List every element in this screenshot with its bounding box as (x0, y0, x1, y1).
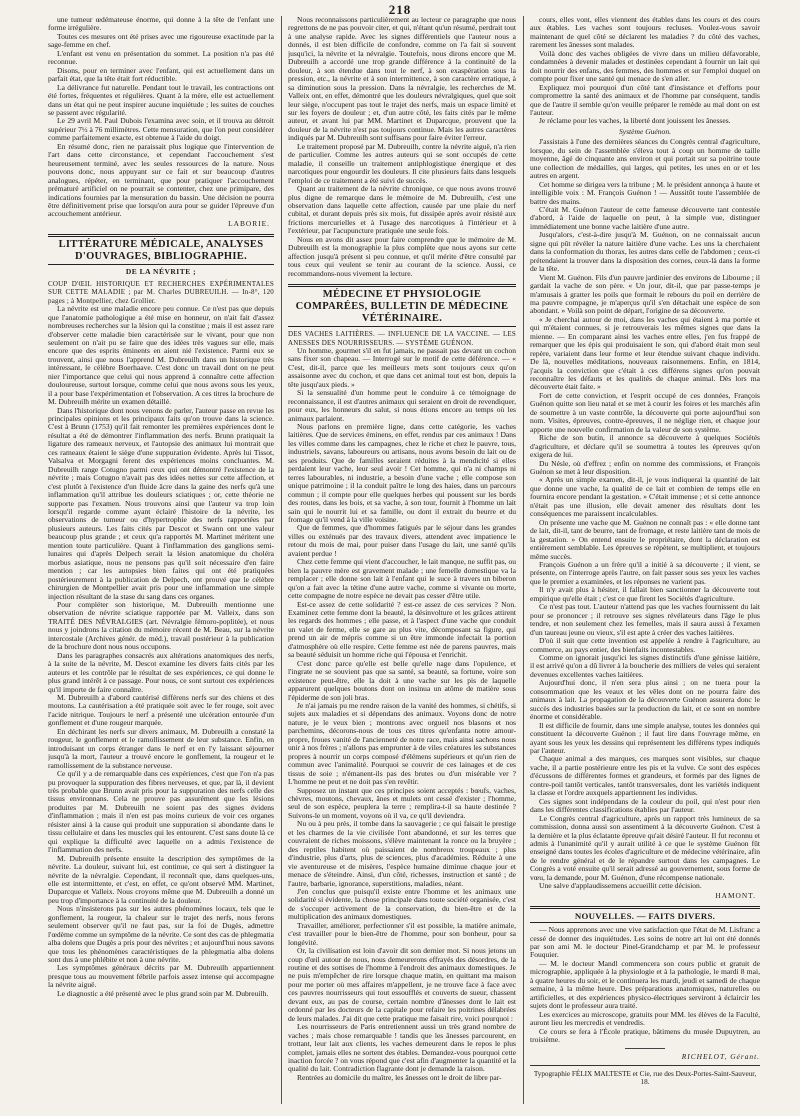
paragraph: La névrite est une maladie encore peu connue. Ce n'est pas que depuis que l'anatomie pathologique a été mise en honneur, on n'ait fait d'assez nombreuses recherches sur la lésion qui la constitue ; mais il est assez rare d'observer cette maladie bien caractérisée sur le vivant, pour que non seulement on n'ait pu se faire que des idées très vagues sur elle, mais encore que des esprits éminents en aient nié l'existence. Parmi eux se trouvent, ainsi que nous l'apprend M. Dubreuilh dans un historique très intéressant, le célèbre Boerhaave. C'est donc un travail dont on ne peut nier l'importance que celui qui nous apprend à connaître cette affection douloureuse, surtout lorsque, comme celui que nous avons sous les yeux, il a pour base l'expérimentation et l'observation. A ces titres la brochure de M. Dubreuilh mérite un examen détaillé. (48, 304, 274, 407)
paragraph: Expliquez moi pourquoi d'un côté tant d'insistance et d'efforts pour compromettre la santé des animaux et de l'homme par conséquent, tandis que de l'autre il semble qu'on veuille préparer le remède au mal dont on est l'auteur. (530, 82, 760, 117)
publisher-signature: RICHELOT, Gérant. (681, 1052, 760, 1062)
paragraph: Je réclame pour les vaches, la liberté dont jouissent les ânesses. (539, 116, 731, 126)
paragraph: On présente une vache que M. Guénon ne connaît pas : « elle donne tant de lait, dit-il, tant de beurre, tant de fromage, et reste laitière tant de mois de la gestation. » On entend ensuite le propriétaire, dont la déclaration est entièrement semblable. Les épreuves se répètent, se multiplient, et toujours même succès. (530, 517, 760, 561)
article-signature: HAMONT. (715, 890, 756, 900)
paragraph: Est-ce assez de cette solidarité ? est-ce assez de ces services ? Non. Examinez cette femme dont la beauté, la désinvolture et les grâces attirent les regards des hommes ; elle passe, et à l'aspect d'une vache que conduit un valet de ferme, elle se gare au plus vite, décomposant sa figure, qui prend un air de mépris comme si un être immonde infectait la portion d'atmosphère où elle respire. Cette femme est née de parens pauvres, mais sa beauté séduisit un homme riche qui l'épousa et l'enrichit. (288, 599, 516, 660)
paragraph: Cet homme se dirigea vers la tribune ; M. le président annonça à haute et intelligible voix : M. François Guénon ! — Aussitôt toute l'assemblée de battre des mains. (530, 179, 760, 206)
column-left (48, 16, 274, 1104)
vaches-article-continuation (530, 16, 760, 126)
paragraph: Je n'ai jamais pu me rendre raison de la vanité des hommes, si chétifs, si sujets aux maladies et si dépendans des animaux. Voyons donc de notre nature, je le veux bien ; montrons avec orgueil nos blasons et nos parchemins, décorons-nous de tous ces titres qu'enfanta notre amour-propre, froues vanité de l'ancienneté de notre race, mais ainsi sachons nous unir à nos frères ; n'allons pas emprunter à de viles créatures les substances propres à nourrir un corps composé d'élémens supérieurs et qu'un rien de commun avec l'animalité. Pourquoi se couvrir de ces lainages et de ces tissus de soie ; n'émanent-ils pas des brutes ou d'un misérable ver ? L'homme ne peut et ne doit pas s'en revêtir. (288, 700, 516, 787)
section-heading-litterature: LITTÉRATURE MÉDICALE, ANALYSES D'OUVRAGES, BIBLIOGRAPHIE. (48, 234, 274, 265)
review-body (48, 305, 274, 998)
paragraph: Supposez un instant que ces principes soient acceptés : bœufs, vaches, chèvres, moutons, chevaux, ânes et mulets ont cessé d'exister ; l'homme, seul de son espèce, peuplera la terre ; remplira-t-il sa haute destinée ? Suivons-le un moment, voyons où il va, ce qu'il deviendra. (288, 785, 516, 820)
paragraph: Nous reconnaissons particulièrement au lecteur ce paragraphe que nous regrettons de ne pas pouvoir citer, et qui, n'étant qu'un résumé, perdrait tout à une analyse rapide. Avec les signes différentiels que l'auteur nous a donnés, il est bien difficile de confondre, comme on l'a fait si souvent jusqu'ici, la névrite et la névralgie. Toutefois, nous dirons encore que M. Dubreuilh a accordé une trop grande différence à la continuité de la douleur, à son étendue dans tout le nerf, à son exaspération sous la pression, etc., la névrite et à son intermittence, à son caractère erratique, à sa diminution sous la pression. Dans la névralgie, les recherches de M. Valleix ont, en effet, démontré que les douleurs névralgiques, quel que soit leur siège, n'occupent pas tout le trajet des nerfs, mais un espace limité et sur les foyers de douleur ; et, d'un autre côté, les faits cités par le même auteur, et avant lui par MM. Martinet et Duparcque, prouvent que la douleur de la névrite n'est pas toujours continue. Mais les autres caractères indiqués par M. Dubreuilh sont suffisans pour faire éviter l'erreur. (288, 16, 516, 143)
paragraph: L'enfant est venu en présentation du sommet. La position n'a pas été reconnue. (48, 48, 274, 67)
column-divider (281, 16, 282, 1104)
paragraph: Les exercices au microscope, gratuits pour MM. les élèves de la Faculté, auront lieu les mercredis et vendredis. (530, 1009, 760, 1028)
paragraph: Le traitement proposé par M. Dubreuilh, contre la névrite aiguë, n'a rien de particulier. Comme les autres auteurs qui se sont occupés de cette maladie, il conseille un traitement antiphlogistique énergique et des narcotiques pour engourdir les douleurs. Il cite plusieurs faits dans lesquels l'emploi de ce traitement a été suivi de succès. (288, 141, 516, 185)
paragraph: D'où il suit que cette invention est appelée à rendre à l'agriculture, au commerce, au pays entier, des bienfaits incontestables. (530, 636, 760, 654)
divider (625, 1048, 665, 1049)
paragraph: Chez cette femme qui vient d'accoucher, le lait manque, ne suffit pas, ou bien la pauvre mère est gravement malade ; une femelle domestique va la remplacer ; elle donne son lait à l'enfant qui le suce à travers un biberon qu'on a fait avec la tétine d'une autre vache, comme si vivante ou morte, cette compagne de notre espèce ne devait pas cesser d'être utile. (288, 557, 516, 601)
paragraph: En déchirant les nerfs sur divers animaux, M. Dubreuilh a constaté la rougeur, le gonflement et le ramollissement de leur substance. Enfin, en introduisant un corps étranger dans le nerf et en l'y laissant séjourner jusqu'à la mort, l'auteur a trouvé encore le gonflement, la rougeur et le ramollissement de la substance nerveuse. (48, 726, 274, 770)
paragraph: Pour compléter son historique, M. Dubreuilh mentionne une observation de névrite sciatique rapportée par M. Valleix, dans son TRAITÉ DES NÉVRALGIES (art. Névralgie fémoro-poplitée), et nous nous y joindrons la citation du mémoire récent de M. Beau, sur la névrite intercostale (Archives génér. de méd.), travail postérieur à la publication de la brochure dont nous nous occupons. (48, 600, 274, 652)
paragraph: En résumé donc, rien ne paraissait plus logique que l'intervention de l'art dans cette circonstance, et cependant l'accouchement s'est heureusement terminé, avec les seules ressources de la nature. Nous pouvons donc, nous appuyant sur ce fait et sur beaucoup d'autres analogues, répéter, en terminant, que pour pratiquer l'accouchement prématuré artificiel on ne pourrait se contenter, chez une primipare, des indications fournies par la mensuration du bassin. Une décision ne pourra être définitivement prise que lorsqu'on aura pour se guider l'épreuve d'un accouchement antérieur. (48, 141, 274, 219)
paragraph: Ce n'est pas tout. L'auteur n'attend pas que les vaches fournissent du lait pour se prononcer ; il retrouve ses signes révélateurs dans l'âge le plus tendre, et non seulement chez les femelles, mais il saura aussi à l'examen d'un taureau jeune ou vieux, s'il est apte à créer des vaches laitières. (530, 602, 760, 637)
paragraph: Les nourrisseurs de Paris entretiennent aussi un très grand nombre de vaches ; mais chose remarquable ! tandis que les ânesses parcourent, en trottant, leur lait aux clients, les vaches demeurent dans le repos le plus complet, jamais elles ne sortent des étables. Demandez-vous pourquoi cette inaction forcée ? on vous répond que c'est afin d'augmenter la quantité et la qualité du lait. Contradiction flagrante dont je demande la raison. (288, 1022, 516, 1074)
printer-imprint: Typographie FÉLIX MALTESTE et Cie, rue des Deux-Portes-Saint-Sauveur, 18. (533, 1069, 757, 1087)
paragraph: Comme on ignorait jusqu'ici les signes distinctifs d'une génisse laitière, il est arrivé qu'on a dû livrer à la boucherie des milliers de veles qui seraient devenues excellentes vaches laitières. (530, 652, 760, 679)
paragraph: Le Congrès central d'agriculture, après un rapport très lumineux de sa commission, donna aussi son assentiment à la découverte Guénon. C'est à la dernière et la plus éclatante épreuve qu'ait désiré l'auteur. Il fut reconnu et admis à l'unanimité qu'il y aurait utilité à ce que le système Guénon fût enseigné dans toutes les écoles d'agriculture et de médecine vétérinaire, afin de le rendre général et de le répandre surtout dans les campagnes. Le Congrès a voté ensuite qu'il serait adressé au gouvernement, sous forme de vœu, la demande, pour M. Guénon, d'une récompense nationale. (530, 813, 760, 882)
paragraph: C'est donc parce qu'elle est belle qu'elle nage dans l'opulence, et l'ingrate ne se souvient pas que sa santé, sa beauté, sa fortune, voire son existence peut-être, elle la doit à une vache sur les pis de laquelle apparurent quelques boutons dont on insinua un atôme de matière sous l'épiderme de son joli bras. (288, 658, 516, 702)
paragraph: Dans l'historique dont nous venons de parler, l'auteur passe en revue les principales opinions et les principaux faits qu'on trouve dans la science. C'est à Brunn (1753) qu'il fait remonter les premières expériences dont le résultat a été de démontrer l'inflammation des nerfs. Brunn pratiquait la ligature des rameaux nerveux, et l'autopsie des animaux lui montrait que ces rameaux étaient le siège d'une suppuration évidente. Après lui Tissot, Valsalva et Morgagni ferent des expériences moins concluantes. M. Dubreuilh range Cotugno parmi ceux qui ont démontré l'existence de la névrite ; mais Cotugno n'avait pas des idées nettes sur cette affection, et c'est plutôt à l'existence d'un fluide âcre dans la gaine des nerfs qu'à une inflammation qu'il attribue les douleurs sciatiques ; or, cette théorie ne supporte pas l'examen. Nous trouvons ainsi que l'auteur va trop loin lorsqu'il regarde comme ayant éclairé l'histoire de la névrite, les observations de tumeur ou d'hypertrophie des nerfs rapportées par plusieurs auteurs. Les faits cités par Descot et Swann ont une valeur beaucoup plus grande ; et ceux qu'a rapportés M. Martinet méritent une mention toute particulière. Quant à l'inflammation des ganglions semi-lunaires qui d'après Delpech serait la lésion anatomique du choléra morbus asiatique, nous ne pensons pas qu'il soit nécessaire d'en faire mention ; car les autopsies bien faites qui ont été pratiquées postérieurement à la publication de Delpech, ont prouvé que le célèbre chirurgien de Montpellier avait pris pour une inflammation une simple injection résultant de la stase du sang dans ces organes. (48, 405, 274, 601)
paragraph: J'assistais à l'une des dernières séances du Congrès central d'agriculture, lorsque, du sein de l'assemblée s'éleva tout à coup un homme de taille moyenne, âgé de cinquante ans environ et qui portait sur sa poitrine toute une collection de médailles, qui larges, qui petites, les unes en or et les autres en argent. (530, 137, 760, 181)
paragraph: Riche de son butin, il annonce sa découverte à quelques Sociétés d'agriculture, et déclare qu'il se soumettra à toutes les épreuves qu'on exigera de lui. (530, 433, 760, 460)
review-continuation (288, 16, 516, 278)
paragraph: Quant au traitement de la névrite chronique, ce que nous avons trouvé plus digne de remarque dans le mémoire de M. Dubreuilh, c'est une observation dans laquelle cette affection, causée par une plaie du nerf cubital, et durant depuis près six mois, fut dissipée après avoir résisté aux frictions mercurielles et à l'usage des narcotiques à l'intérieur et à l'extérieur, par l'acupuncture pratiquée une seule fois. (288, 184, 516, 236)
paragraph: Le 29 avril M. Paul Dubois l'examina avec soin, et il trouva au détroit supérieur 7½ à 76 millimètres. Cette mensuration, que l'on peut considérer comme parfaitement exacte, est obtenue à l'aide du doigt. (48, 116, 274, 143)
paragraph: Ce cours se fera à l'École pratique, bâtimens du musée Dupuytren, au troisième. (530, 1026, 760, 1045)
article-lead: DES VACHES LAITIÈRES. — INFLUENCE DE LA VACCINE. — LES ANESSES DES NOURRISSEURS. — SYSTÈME GUÉNON. (288, 330, 516, 347)
paragraph: François Guénon a un frère qu'il a initié à sa découverte ; il vient, se présente, on l'interroge après l'autre, on fait passer sous ses yeux les vaches que le premier a examinées, et les réponses ne varient pas. (530, 560, 760, 586)
paragraph: cours, elles vont, elles viennent des étables dans les cours et des cours aux étables. Les vaches sont toujours recluses. Voulez-vous savoir maintenant de quel côté se déclarent les maladies ? du côté des vaches, rarement les ânesses sont malades. (530, 16, 760, 50)
paragraph: Nous en avons dit assez pour faire comprendre que le mémoire de M. Dubreuilh est la monographie la plus complète que nous ayons sur cette affection jusqu'à présent si peu connue, et qu'il mérite d'être consulté par tous ceux qui veulent se tenir au courant de la science. Aussi, ce recommandons-nous vivement la lecture. (288, 234, 516, 278)
news-body (530, 926, 760, 1044)
paragraph: Ce qu'il y a de remarquable dans ces expériences, c'est que l'on n'a pas pu provoquer la suppuration des fibres nerveuses, et que, par là, il devient très probable que Brunn avait pris pour la suppuration des nerfs celle des tissus environnans. Cela ne prouve pas assurément que les lésions produites par M. Dubreuilh ne soient pas des signes évidens d'inflammation ; mais il n'en est pas moins curieux de voir ces organes résister ainsi à la cause qui produit une suppuration si abondante dans le tissu cellulaire et dans les muscles qui les entourent. C'est sans doute là ce qui explique la difficulté avec laquelle on a admis l'existence de l'inflammation des nerfs. (48, 769, 274, 855)
column-right (530, 16, 760, 1104)
paragraph: Fort de cette conviction, et l'esprit occupé de ces données, François Guénon quitte son lieu natal et se met à courir les foires et les marchés afin de soumettre à un vaste contrôle, la découverte qui porte aujourd'hui son nom. Visites, épreuves, contre-épreuves, il ne néglige rien, et chaque jour apporte une nouvelle confirmation de la valeur de son système. (530, 390, 760, 434)
paragraph: Disons, pour en terminer avec l'enfant, qui est actuellement dans un parfait état, que la tête était fort réductible. (48, 65, 274, 84)
article-signature: LABORIE. (228, 218, 270, 228)
vaches-article-body (288, 347, 516, 1082)
paragraph: Un homme, gourmet s'il en fut jamais, ne passait pas devant un cochon sans fixer son chapeau. — Interrogé sur le motif de cette déférence. — « C'est, dit-il, parce que les meilleurs mets sont toujours ceux qu'on assaisonne avec du cochon, et que dans cet animal tout est bon, depuis la tête jusqu'aux pieds. » (288, 345, 516, 389)
column-middle (288, 16, 516, 1104)
paragraph: Vient M. Guénon. Fils d'un pauvre jardinier des environs de Libourne ; il gardait la vache de son père. « Un jour, dit-il, que par passe-temps je m'amusais à gratter les poils que formait le rebours du poil en derrière de ma pauvre compagne, je m'aperçus qu'il s'en détachait une espèce de son abondant. » Voilà son point de départ, l'origine de sa découverte. (530, 272, 760, 316)
intro-article (48, 16, 274, 219)
paragraph: Le diagnostic a été présenté avec le plus grand soin par M. Dubreuilh. (57, 988, 269, 998)
paragraph: — Nous apprenons avec une vive satisfaction que l'état de M. Lisfranc a cessé de donner des inquiétudes. Les soins de notre art lui ont été donnés par son ami M. le docteur Pinel-Grandchamp et par M. le professeur Fouquier. (530, 925, 760, 960)
paragraph: J'en conclus que puisqu'il existe entre l'homme et les animaux une solidarité si évidente, la chose principale dans toute société organisée, c'est de s'occuper activement de la conservation, du bien-être et de la multiplication des animaux domestiques. (288, 886, 516, 922)
paragraph: Rentrées au domicile du maître, les ânesses ont le droit de libre par- (297, 1072, 502, 1082)
paragraph: Voilà donc des vaches obligées de vivre dans un milieu défavorable, condamnées à devenir malades et destinées cependant à fournir un lait qui doit nourrir des enfans, des femmes, des hommes et sur l'emploi duquel on compte pour fixer une santé qui menace de s'en aller. (530, 48, 760, 84)
paragraph: — M. le docteur Mandl commencera son cours public et gratuit de micrographie, appliquée à la physiologie et à la pathologie, le mardi 8 mai, à quatre heures du soir, et le continuera les mardi, jeudi et samedi de chaque semaine, à la même heure. Des préparations anatomiques, naturelles ou artificielles, et des expériences physico-électriques serviront à éclaircir les sujets dont le professeur aura traité. (530, 958, 760, 1011)
paragraph: « Après un simple examen, dit-il, je vous indiquerai la quantité de lait que donne une vache, la qualité de ce lait et combien de temps elle en fournira encore pendant la gestation. » C'était immense ; et si cette annonce n'était pas une illusion, elle devait amener des résultats dont les conséquences me paraissent incalculables. (530, 475, 760, 519)
paragraph: Nous parlons en première ligne, dans cette catégorie, les vaches laitières. Que de services éminens, en effet, rendus par ces animaux ! Dans les villes comme dans les campagnes, chez le riche et chez le pauvre, tous, industriels, savans, laboureurs ou artisans, nous avons besoin du lait ou de ses produits. Que de familles seraient réduites à la mendicité si elles perdaient leur vache, leur seul avoir ! Cet homme, qui n'a ni champs ni terres labourables, ni industrie, a besoin d'une vache ; elle compose son unique patrimoine ; il la conduit paître le long des haies, dans un parcours commun ; il compte pour elle quelques herbes qui poussent sur les bords des routes, dans les bois, et sa vache, à son tour, fournit à l'homme un lait sain qui le nourrit lui et sa famille, ou dont il extrait du beurre et du fromage qu'il vend à la ville voisine. (288, 422, 516, 525)
paragraph: Il n'y avait plus à hésiter, il fallait bien sanctionner la découverte tout empirique qu'elle était ; c'est ce que firent les Sociétés d'agriculture. (530, 585, 760, 603)
paragraph: C'était M. Guénon l'auteur de cette fameuse découverte tant contestée d'abord, à l'aide de laquelle on peut, à la simple vue, distinguer immédiatement une bonne vache laitière d'une autre. (530, 204, 760, 231)
paragraph: Il est difficile de fournir, dans une simple analyse, toutes les données qui constituent la découverte Guénon ; il faut lire dans l'ouvrage même, en ayant sous les yeux les dessins qui représentent les différens types indiqués par l'auteur. (530, 720, 760, 755)
review-subtitle: DE LA NÉVRITE ; (125, 267, 197, 277)
paragraph: Que de femmes, que d'hommes fatigués par le séjour dans les grandes villes ou exténués par des travaux divers, attendent avec impatience le retour du mois de mai, pour puiser dans l'usage du lait, une santé qu'ils avaient perdue ! (288, 523, 516, 558)
paragraph: M. Dubreuilh a d'abord cautérisé différens nerfs sur des chiens et des moutons. La cautérisation a été pratiquée soit avec le fer rouge, soit avec l'acide nitrique. Toujours le nerf a présenté une ulcération entourée d'un gonflement et d'une rougeur marquée. (48, 692, 274, 728)
review-lead: COUP D'ŒIL HISTORIQUE ET RECHERCHES EXPÉRIMENTALES SUR CETTE MALADIE ; par M. Charles DUBREUILH. — In-8°, 120 pages ; à Montpellier, chez Grollier. (48, 279, 274, 305)
section-heading-medecine-comparee: MÉDECINE ET PHYSIOLOGIE COMPARÉES, BULLETIN DE MÉDECINE VÉTÉRINAIRE. (288, 284, 516, 327)
page-number: 218 (388, 2, 412, 17)
paragraph: Nous n'insisterons pas sur les autres phénomènes locaux, tels que le gonflement, la rougeur, la chaleur sur le trajet des nerfs, nous ferons seulement observer qu'il ne faut pas, sur la foi de Dugès, admettre l'œdème comme un symptôme de la névrite. Ce sont des cas de phlegmatia alba dolens que Dugès a pris pour des névrites ; et aujourd'hui nous savons que tous les phénomènes caractéristiques de la phlegmatia alba dolens sont dus à une phlébite et non à une névrite. (48, 904, 274, 965)
paragraph: Ces signes sont indépendans de la couleur du poil, qui n'est pour rien dans les différentes classifications établies par l'auteur. (530, 796, 760, 815)
paragraph: Les symptômes généraux décrits par M. Dubreuilh appartiennent presque tous au mouvement fébrile parfois assez intense qui accompagne la névrite aiguë. (48, 963, 274, 990)
section-heading-nouvelles: NOUVELLES. — FAITS DIVERS. (530, 906, 760, 923)
paragraph: une tumeur œdémateuse énorme, qui donne à la tête de l'enfant une forme irrégulière. (48, 16, 274, 33)
paragraph: Aujourd'hui donc, il n'en sera plus ainsi ; on ne tuera pour la consommation que les veaux et les vêles dont on ne pourra faire des animaux à lait. La propagation de la découverte Guénon assurera donc le succès des industries basées sur la production du lait, et ce sont en nombre énorme et considérable. (530, 678, 760, 722)
paragraph: Jusqu'alors, c'est-à-dire jusqu'à M. Guénon, on ne connaissait aucun signe qui pût révéler la nature laitière d'une vache. Les uns la cherchaient dans la conformation du thorax, les autres dans celle de l'abdomen ; ceux-ci prétendaient la trouver dans la disposition des cornes, ceux-là dans la forme de la tête. (530, 230, 760, 274)
column-divider (523, 16, 524, 1104)
subsection-title: Système Guénon. (619, 126, 671, 136)
paragraph: M. Dubreuilh présente ensuite la description des symptômes de la névrite. La douleur, suivant lui, est continue, ce qui sert à distinguer la névrite de la névralgie. Cependant, il reconnaît que, dans quelques-uns, elle est intermittente, et c'est, en effet, ce qu'ont observé MM. Martinet, Duparcque et Valleix. Nous croyons même que M. Dubreuilh a donné un peu trop d'importance à la continuité de la douleur. (48, 853, 274, 905)
paragraph: Si la sensualité d'un homme peut le conduire à ce témoignage de reconnaissance, il est d'autres animaux qui seraient en droit de revendiquer, pour eux, les honneurs du salut, si nous étions encore au temps où les animaux parlaient. (288, 388, 516, 423)
paragraph: Chaque animal a des marques, ces marques sont visibles, sur chaque vache, il a partie postérieure entre les pis et la vulve. Ce sont des espèces d'écussons de différentes formes et grandeurs, et formés par des lignes de contre-poil tantôt verticales, tantôt transversales, dont les variétés indiquent la classe et l'ordre auxquels appartiennent les individus. (530, 754, 760, 798)
paragraph: « Je cherchai autour de moi, dans les vaches qui étaient à ma portée et qui m'étaient connues, si je retrouverais les mêmes signes que dans la mienne. — En comparant ainsi les vaches entre elles, j'en fus frappé de remarquer que les épis qui produisaient le son, qui d'abord était mon seul repère, variaient dans leur forme et leur étendue suivant chaque individu. De là, nouvelles méditations, nouveaux raisonnemens. Enfin, en 1814, j'acquis la conviction que c'était à ces différens signes qu'on pouvait reconnaître les défauts et les qualités de chaque animal. Dès lors ma découverte était faite. » (530, 314, 760, 392)
paragraph: Dans les paragraphes consacrés aux altérations anatomiques des nerfs, à la suite de la névrite, M. Descot examine les divers faits cités par les auteurs et les contrôle par le résultat de ses expériences, ce qui donne le plus grand intérêt à ce passage. Pour nous, ce sont surtout ces expériences qu'il importe de faire connaître. (48, 650, 274, 694)
paragraph: La délivrance fut naturelle. Pendant tout le travail, les contractions ont été fortes, fréquentes et régulières. Quant à la mère, elle est actuellement dans un état qui ne peut inspirer aucune inquiétude ; les suites de couches se passent avec régularité. (48, 82, 274, 117)
paragraph: Travailler, améliorer, perfectionner s'il est possible, la matière animale, c'est travailler pour le bien-être de l'homme, pour son bonheur, pour sa longévité. (288, 920, 516, 947)
paragraph: Nu ou à peu près, il tombe dans la sauvagerie ; ce qui faisait le prestige et les charmes de la vie civilisée l'ont abandonné, et sur les terres que couvraient de riches moissons, s'élève maintenant la ronce ou la bruyère ; des reptiles habitent où paissaient de nombreux troupeaux ; plus d'industrie, plus d'arts, plus de sciences, plus d'académies. Réduite à une vie aventureuse et de misères, l'espèce humaine diminue chaque jour et menace de s'éteindre. Ainsi, d'un côté, richesses, instruction et santé ; de l'autre, barbarie, ignorance, superstitions, maladies, néant. (288, 819, 516, 888)
paragraph: Une salve d'applaudissemens accueillit cette décision. (539, 881, 702, 891)
divider (530, 1065, 760, 1066)
guenon-article-body (530, 138, 760, 890)
paragraph: Toutes ces mesures ont été prises avec une rigoureuse exactitude par la sage-femme en chef. (48, 31, 274, 50)
paragraph: Du Nésle, où d'effrez ; enfin on nomme des commissions, et François Guénon se met à leur disposition. (530, 458, 760, 477)
paragraph: Or, la civilisation est loin d'avoir dit son dernier mot. Si nous jetons un coup d'œil autour de nous, nous demeurerons effrayés des désordres, de la routine et des sottises de l'homme à l'endroit des animaux domestiques. Je ne puis m'empêcher de rire lorsque chaque matin, en quittant ma maison pour me porter où mes affaires m'appellent, je ne trouve face à face avec ces pauvres nourrisseurs qui tout essoufflés et couverts de sueur, chassent devant eux, au pas de course, certain nombre d'ânesses dont le lait est ordonné par les docteurs de la capitale pour refaire les poitrines délabrées de leurs malades. J'ai dit que cette pratique me faisait rire, voici pourquoi : (288, 946, 516, 1023)
